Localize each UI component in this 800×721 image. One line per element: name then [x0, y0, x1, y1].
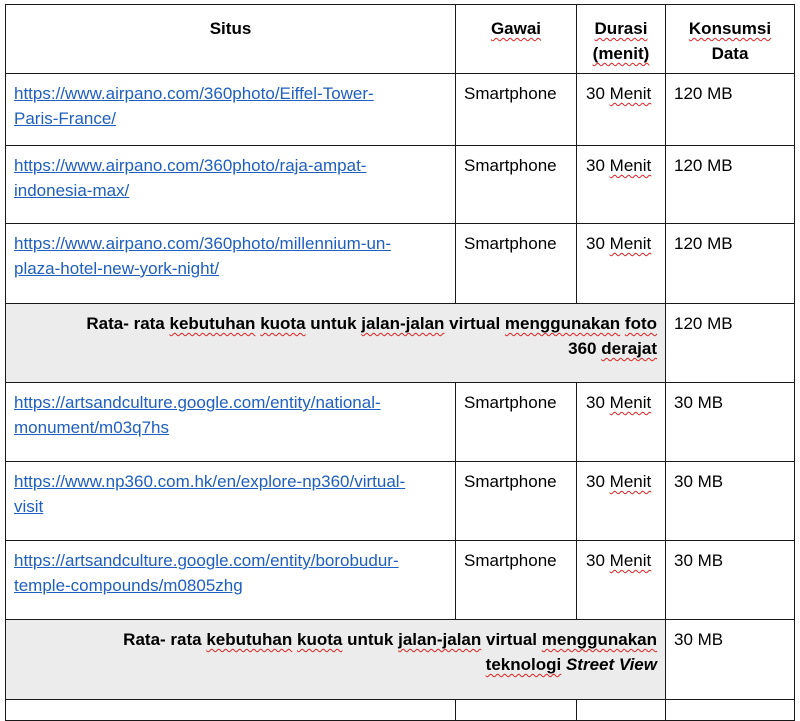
summary-value: 120 MB: [666, 304, 795, 383]
site-cell: [6, 74, 456, 146]
table-row-partial: [6, 700, 795, 721]
header-site: Situs: [6, 5, 456, 74]
data-cell: 30 MB: [666, 462, 795, 541]
data-cell: 30 MB: [666, 383, 795, 462]
site-link[interactable]: https://www.np360.com.hk/en/explore-np360/virtual- visit: [14, 472, 406, 516]
device-cell: Smartphone: [456, 224, 577, 304]
table-row: [6, 146, 795, 224]
header-data-consumption: Konsumsi Data: [666, 5, 795, 74]
table-row: [6, 224, 795, 304]
summary-row: [6, 620, 795, 700]
data-cell: 30 MB: [666, 541, 795, 620]
duration-cell: 30 Menit: [577, 541, 666, 620]
site-link[interactable]: https://artsandculture.google.com/entity/national- monument/m03q7hs: [14, 393, 381, 437]
summary-label: Rata- rata kebutuhan kuota untuk jalan-jalan virtual menggunakan foto 360 derajat: [6, 304, 666, 383]
duration-cell: 30 Menit: [577, 462, 666, 541]
summary-row: [6, 304, 795, 383]
data-cell: 120 MB: [666, 146, 795, 224]
device-cell: Smartphone: [456, 541, 577, 620]
summary-value: 30 MB: [666, 620, 795, 700]
site-link[interactable]: https://www.airpano.com/360photo/Eiffel-Tower- Paris-France/: [14, 84, 374, 128]
table-row: [6, 74, 795, 146]
data-consumption-table: [5, 4, 795, 721]
duration-cell: 30 Menit: [577, 383, 666, 462]
data-cell: 120 MB: [666, 224, 795, 304]
empty-cell: [6, 700, 456, 721]
device-cell: Smartphone: [456, 462, 577, 541]
site-link[interactable]: https://www.airpano.com/360photo/raja-ampat- indonesia-max/: [14, 156, 367, 200]
site-cell: [6, 462, 456, 541]
empty-cell: [577, 700, 666, 721]
site-link[interactable]: https://www.airpano.com/360photo/millennium-un- plaza-hotel-new-york-night/: [14, 234, 392, 278]
site-cell: [6, 383, 456, 462]
site-link[interactable]: https://artsandculture.google.com/entity/borobudur- temple-compounds/m0805zhg: [14, 551, 399, 595]
header-row: [6, 5, 795, 74]
device-cell: Smartphone: [456, 383, 577, 462]
summary-label: Rata- rata kebutuhan kuota untuk jalan-jalan virtual menggunakan teknologi Street View: [6, 620, 666, 700]
empty-cell: [456, 700, 577, 721]
table-row: [6, 541, 795, 620]
device-cell: Smartphone: [456, 74, 577, 146]
table-row: [6, 462, 795, 541]
duration-cell: 30 Menit: [577, 224, 666, 304]
device-cell: Smartphone: [456, 146, 577, 224]
site-cell: [6, 224, 456, 304]
duration-cell: 30 Menit: [577, 146, 666, 224]
duration-cell: 30 Menit: [577, 74, 666, 146]
header-device: Gawai: [456, 5, 577, 74]
table-row: [6, 383, 795, 462]
data-cell: 120 MB: [666, 74, 795, 146]
site-cell: [6, 146, 456, 224]
header-duration: Durasi (menit): [577, 5, 666, 74]
empty-cell: [666, 700, 795, 721]
site-cell: [6, 541, 456, 620]
